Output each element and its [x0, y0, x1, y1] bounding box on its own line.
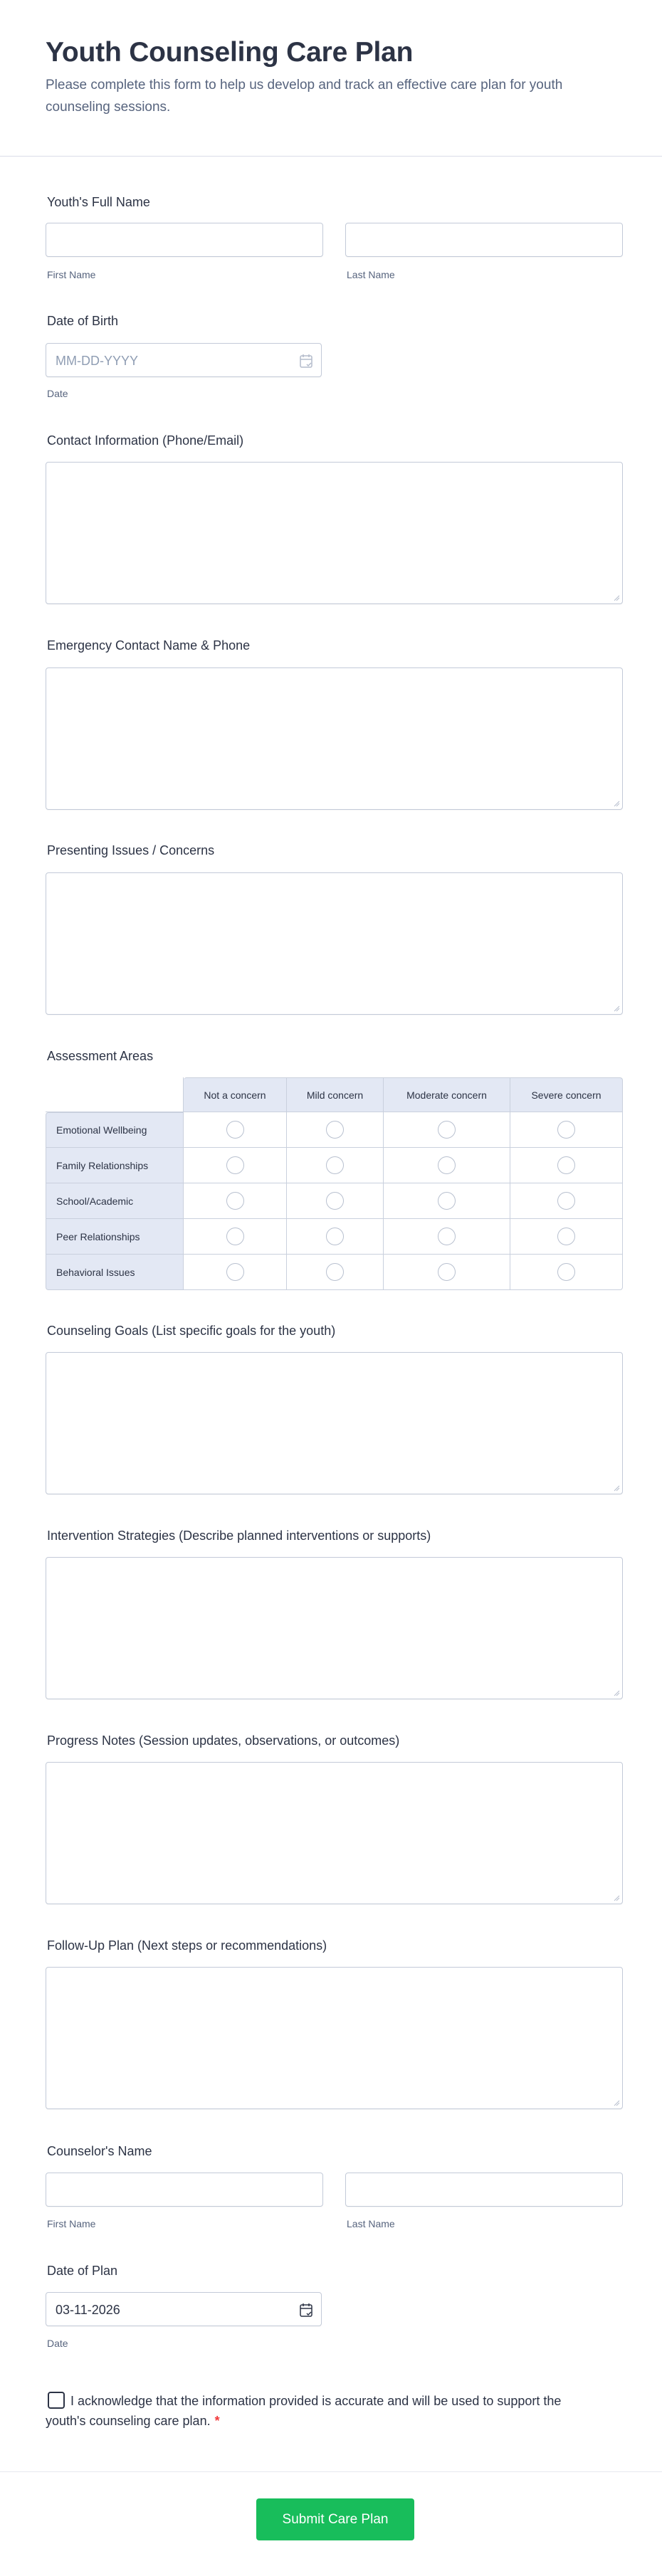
- assessment-label: Assessment Areas: [47, 1049, 154, 1063]
- contact-info-label: Contact Information (Phone/Email): [47, 433, 244, 448]
- intervention-strategies-textarea[interactable]: [46, 1557, 623, 1699]
- matrix-row: [46, 1255, 623, 1290]
- resize-handle-icon[interactable]: [614, 801, 620, 807]
- counselor-first-name-input[interactable]: [46, 2173, 323, 2207]
- assessment-matrix: [46, 1077, 623, 1290]
- dob-input[interactable]: [46, 343, 322, 377]
- calendar-icon[interactable]: [300, 2303, 312, 2317]
- counselor-last-name-sublabel: Last Name: [347, 2218, 395, 2229]
- progress-notes-label: Progress Notes (Session updates, observations, or outcomes): [47, 1733, 400, 1748]
- radio-peer-severe[interactable]: [557, 1228, 575, 1245]
- resize-handle-icon[interactable]: [614, 1485, 620, 1492]
- page-subtitle: Please complete this form to help us develop and track an effective care plan for youth counseling sessions.: [46, 78, 563, 115]
- acknowledgement-checkbox[interactable]: [48, 2392, 65, 2409]
- follow-up-plan-textarea[interactable]: [46, 1967, 623, 2109]
- matrix-row-label: Peer Relationships: [46, 1219, 184, 1255]
- radio-emotional-mild[interactable]: [326, 1121, 344, 1139]
- emergency-contact-textarea[interactable]: [46, 667, 623, 810]
- radio-emotional-not-a-concern[interactable]: [226, 1121, 244, 1139]
- matrix-row: [46, 1148, 623, 1183]
- matrix-row-label: School/Academic: [46, 1183, 184, 1219]
- counseling-goals-label: Counseling Goals (List specific goals for the youth): [47, 1324, 336, 1338]
- acknowledgement: [46, 2391, 572, 2431]
- intervention-strategies-label: Intervention Strategies (Describe planned interventions or supports): [47, 1529, 431, 1543]
- radio-emotional-severe[interactable]: [557, 1121, 575, 1139]
- dob-label: Date of Birth: [47, 314, 119, 328]
- submit-button[interactable]: Submit Care Plan: [256, 2498, 414, 2540]
- radio-behavioral-moderate[interactable]: [438, 1263, 456, 1281]
- youth-last-name-sublabel: Last Name: [347, 269, 395, 280]
- dob-placeholder: MM-DD-YYYY: [56, 354, 138, 368]
- youth-name-label: Youth's Full Name: [47, 195, 150, 209]
- radio-family-severe[interactable]: [557, 1156, 575, 1174]
- radio-peer-moderate[interactable]: [438, 1228, 456, 1245]
- matrix-row-label: Family Relationships: [46, 1148, 184, 1183]
- contact-info-textarea[interactable]: [46, 462, 623, 604]
- emergency-contact-label: Emergency Contact Name & Phone: [47, 638, 251, 653]
- date-of-plan-label: Date of Plan: [47, 2264, 118, 2278]
- follow-up-plan-label: Follow-Up Plan (Next steps or recommendations): [47, 1938, 327, 1953]
- date-of-plan-sublabel: Date: [47, 2338, 68, 2349]
- progress-notes-textarea[interactable]: [46, 1762, 623, 1904]
- resize-handle-icon[interactable]: [614, 595, 620, 601]
- matrix-column-header: Mild concern: [287, 1077, 384, 1112]
- required-asterisk: *: [214, 2414, 220, 2428]
- counselor-last-name-input[interactable]: [345, 2173, 623, 2207]
- youth-first-name-sublabel: First Name: [47, 269, 96, 280]
- radio-emotional-moderate[interactable]: [438, 1121, 456, 1139]
- radio-behavioral-not-a-concern[interactable]: [226, 1263, 244, 1281]
- matrix-row-label: Emotional Wellbeing: [46, 1112, 184, 1148]
- resize-handle-icon[interactable]: [614, 2100, 620, 2106]
- date-of-plan-value: 03-11-2026: [56, 2303, 120, 2317]
- youth-last-name-input[interactable]: [345, 223, 623, 257]
- matrix-column-header: Not a concern: [184, 1077, 287, 1112]
- matrix-row: [46, 1219, 623, 1255]
- matrix-row: [46, 1112, 623, 1148]
- radio-school-severe[interactable]: [557, 1192, 575, 1210]
- radio-family-moderate[interactable]: [438, 1156, 456, 1174]
- form-header: [0, 0, 662, 157]
- resize-handle-icon[interactable]: [614, 1690, 620, 1696]
- resize-handle-icon[interactable]: [614, 1005, 620, 1012]
- matrix-column-header: Moderate concern: [384, 1077, 510, 1112]
- radio-family-not-a-concern[interactable]: [226, 1156, 244, 1174]
- calendar-icon[interactable]: [300, 354, 312, 368]
- acknowledgement-text: I acknowledge that the information provided is accurate and will be used to support the youth's counseling care plan.: [46, 2394, 562, 2428]
- radio-peer-not-a-concern[interactable]: [226, 1228, 244, 1245]
- presenting-issues-textarea[interactable]: [46, 872, 623, 1015]
- page-title: Youth Counseling Care Plan: [46, 37, 414, 68]
- counseling-goals-textarea[interactable]: [46, 1352, 623, 1494]
- date-of-plan-input[interactable]: [46, 2292, 322, 2326]
- radio-behavioral-severe[interactable]: [557, 1263, 575, 1281]
- presenting-issues-label: Presenting Issues / Concerns: [47, 843, 215, 857]
- dob-sublabel: Date: [47, 388, 68, 399]
- radio-school-moderate[interactable]: [438, 1192, 456, 1210]
- youth-first-name-input[interactable]: [46, 223, 323, 257]
- footer-divider: [0, 2471, 662, 2472]
- radio-family-mild[interactable]: [326, 1156, 344, 1174]
- counselor-first-name-sublabel: First Name: [47, 2218, 96, 2229]
- matrix-row-label: Behavioral Issues: [46, 1255, 184, 1290]
- radio-school-not-a-concern[interactable]: [226, 1192, 244, 1210]
- resize-handle-icon[interactable]: [614, 1895, 620, 1901]
- matrix-column-header: Severe concern: [510, 1077, 623, 1112]
- matrix-corner: [46, 1077, 184, 1112]
- radio-peer-mild[interactable]: [326, 1228, 344, 1245]
- radio-school-mild[interactable]: [326, 1192, 344, 1210]
- counselor-name-label: Counselor's Name: [47, 2144, 152, 2158]
- matrix-row: [46, 1183, 623, 1219]
- radio-behavioral-mild[interactable]: [326, 1263, 344, 1281]
